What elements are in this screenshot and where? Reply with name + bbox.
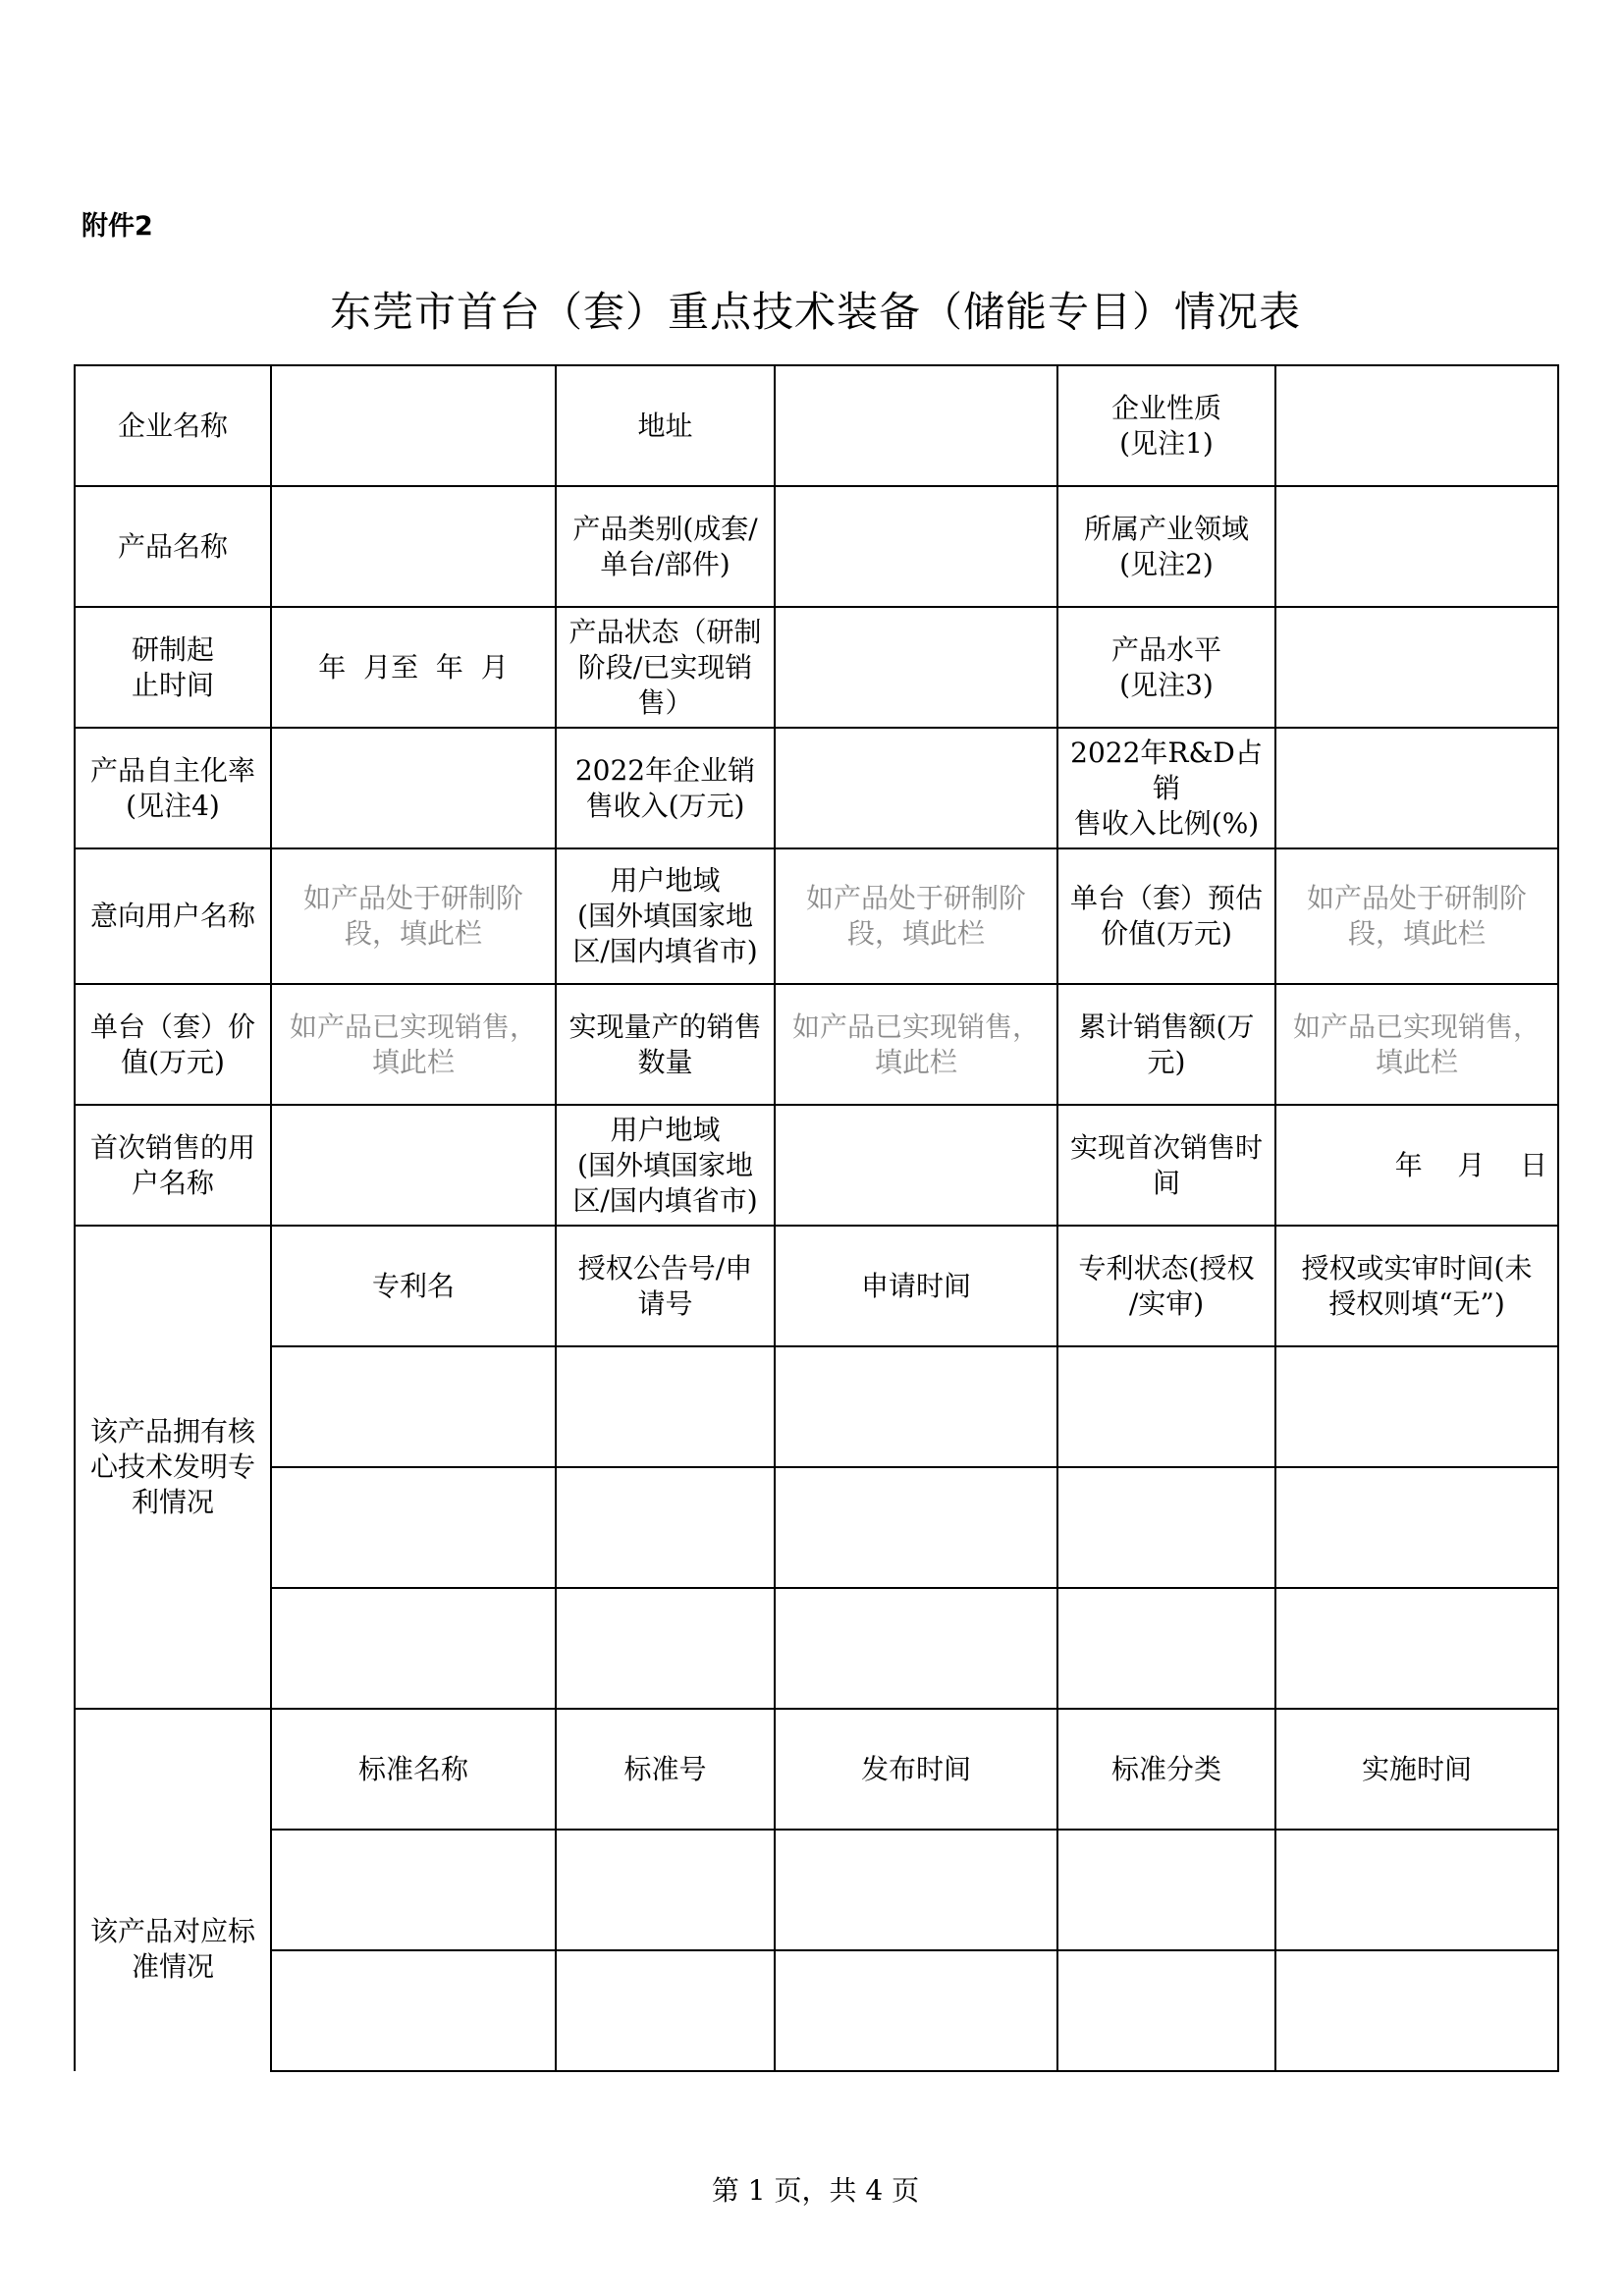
field-product-category xyxy=(775,486,1057,607)
info-row-first-sale xyxy=(75,1105,1558,1226)
patent-header-row xyxy=(75,1226,1558,1346)
standard-cell xyxy=(1275,1950,1558,2071)
info-row-sales xyxy=(75,984,1558,1105)
label-cumulative-sales: 累计销售额(万 元) xyxy=(1057,984,1275,1105)
field-company-type xyxy=(1275,365,1558,486)
standard-cell xyxy=(775,1830,1057,1950)
patent-cell xyxy=(1057,1588,1275,1709)
label-unit-value: 单台（套）价 值(万元) xyxy=(75,984,271,1105)
attachment-label: 附件2 xyxy=(81,211,153,242)
patent-cell xyxy=(556,1467,775,1588)
field-rd-ratio xyxy=(1275,728,1558,848)
field-first-sale-user-region xyxy=(775,1105,1057,1226)
info-row-company xyxy=(75,365,1558,486)
patent-row xyxy=(75,1346,1558,1467)
info-table xyxy=(74,364,1559,2072)
label-standard-section: 该产品对应标 准情况 xyxy=(75,1709,271,2071)
label-rd-period: 研制起 止时间 xyxy=(75,607,271,728)
patent-cell xyxy=(271,1467,556,1588)
standard-cell xyxy=(271,1830,556,1950)
label-company-name: 企业名称 xyxy=(75,365,271,486)
field-product-name xyxy=(271,486,556,607)
info-row-intended-user xyxy=(75,848,1558,984)
field-first-sale-user xyxy=(271,1105,556,1226)
info-row-revenue xyxy=(75,728,1558,848)
label-product-category: 产品类别(成套/ 单台/部件) xyxy=(556,486,775,607)
patent-row xyxy=(75,1467,1558,1588)
standard-header-row xyxy=(75,1709,1558,1830)
field-company-name xyxy=(271,365,556,486)
patent-header-apply-date: 申请时间 xyxy=(775,1226,1057,1346)
field-cumulative-sales-hint: 如产品已实现销售， 填此栏 xyxy=(1275,984,1558,1105)
patent-cell xyxy=(775,1346,1057,1467)
patent-cell xyxy=(556,1346,775,1467)
field-industry-field xyxy=(1275,486,1558,607)
patent-header-status: 专利状态(授权 /实审) xyxy=(1057,1226,1275,1346)
label-first-sale-user: 首次销售的用 户名称 xyxy=(75,1105,271,1226)
patent-header-name: 专利名 xyxy=(271,1226,556,1346)
patent-cell xyxy=(271,1346,556,1467)
label-product-level: 产品水平 (见注3) xyxy=(1057,607,1275,728)
patent-cell xyxy=(1275,1467,1558,1588)
label-2022-revenue: 2022年企业销 售收入(万元) xyxy=(556,728,775,848)
standard-header-effective-date: 实施时间 xyxy=(1275,1709,1558,1830)
info-row-rd xyxy=(75,607,1558,728)
standard-header-number: 标准号 xyxy=(556,1709,775,1830)
patent-cell xyxy=(1275,1588,1558,1709)
label-company-type: 企业性质 (见注1) xyxy=(1057,365,1275,486)
field-product-level xyxy=(1275,607,1558,728)
patent-cell xyxy=(775,1467,1057,1588)
label-rd-ratio: 2022年R&D占销 售收入比例(%) xyxy=(1057,728,1275,848)
label-industry-field: 所属产业领域 (见注2) xyxy=(1057,486,1275,607)
field-intended-user-hint: 如产品处于研制阶 段，填此栏 xyxy=(271,848,556,984)
patent-header-number: 授权公告号/申 请号 xyxy=(556,1226,775,1346)
label-user-region: 用户地域 (国外填国家地 区/国内填省市) xyxy=(556,848,775,984)
standard-cell xyxy=(1057,1830,1275,1950)
field-autonomy-rate xyxy=(271,728,556,848)
label-mass-production-quantity: 实现量产的销售 数量 xyxy=(556,984,775,1105)
field-rd-period: 年 月至 年 月 xyxy=(271,607,556,728)
label-autonomy-rate: 产品自主化率 (见注4) xyxy=(75,728,271,848)
patent-cell xyxy=(271,1588,556,1709)
page-footer: 第 1 页，共 4 页 xyxy=(711,2174,920,2207)
field-2022-revenue xyxy=(775,728,1057,848)
field-product-status xyxy=(775,607,1057,728)
label-product-name: 产品名称 xyxy=(75,486,271,607)
info-row-product xyxy=(75,486,1558,607)
label-estimated-unit-value: 单台（套）预估 价值(万元) xyxy=(1057,848,1275,984)
standard-cell xyxy=(556,1830,775,1950)
field-mass-production-quantity-hint: 如产品已实现销售， 填此栏 xyxy=(775,984,1057,1105)
label-product-status: 产品状态（研制 阶段/已实现销 售） xyxy=(556,607,775,728)
label-intended-user: 意向用户名称 xyxy=(75,848,271,984)
field-unit-value-hint: 如产品已实现销售， 填此栏 xyxy=(271,984,556,1105)
patent-row xyxy=(75,1588,1558,1709)
field-user-region-hint: 如产品处于研制阶 段，填此栏 xyxy=(775,848,1057,984)
field-address xyxy=(775,365,1057,486)
patent-header-grant-date: 授权或实审时间(未 授权则填“无”) xyxy=(1275,1226,1558,1346)
label-first-sale-user-region: 用户地域 (国外填国家地 区/国内填省市) xyxy=(556,1105,775,1226)
standard-cell xyxy=(1057,1950,1275,2071)
label-address: 地址 xyxy=(556,365,775,486)
standard-cell xyxy=(775,1950,1057,2071)
field-first-sale-date: 年 月 日 xyxy=(1275,1105,1558,1226)
standard-header-category: 标准分类 xyxy=(1057,1709,1275,1830)
patent-cell xyxy=(1057,1346,1275,1467)
standard-cell xyxy=(1275,1830,1558,1950)
patent-cell xyxy=(1275,1346,1558,1467)
standard-cell xyxy=(271,1950,556,2071)
field-estimated-unit-value-hint: 如产品处于研制阶 段，填此栏 xyxy=(1275,848,1558,984)
standard-cell xyxy=(556,1950,775,2071)
standard-header-name: 标准名称 xyxy=(271,1709,556,1830)
standard-row xyxy=(75,1950,1558,2071)
standard-row xyxy=(75,1830,1558,1950)
page-title: 东莞市首台（套）重点技术装备（储能专目）情况表 xyxy=(329,288,1301,336)
patent-cell xyxy=(556,1588,775,1709)
label-first-sale-date: 实现首次销售时 间 xyxy=(1057,1105,1275,1226)
standard-header-publish-date: 发布时间 xyxy=(775,1709,1057,1830)
patent-cell xyxy=(775,1588,1057,1709)
label-patent-section: 该产品拥有核 心技术发明专 利情况 xyxy=(75,1226,271,1709)
patent-cell xyxy=(1057,1467,1275,1588)
